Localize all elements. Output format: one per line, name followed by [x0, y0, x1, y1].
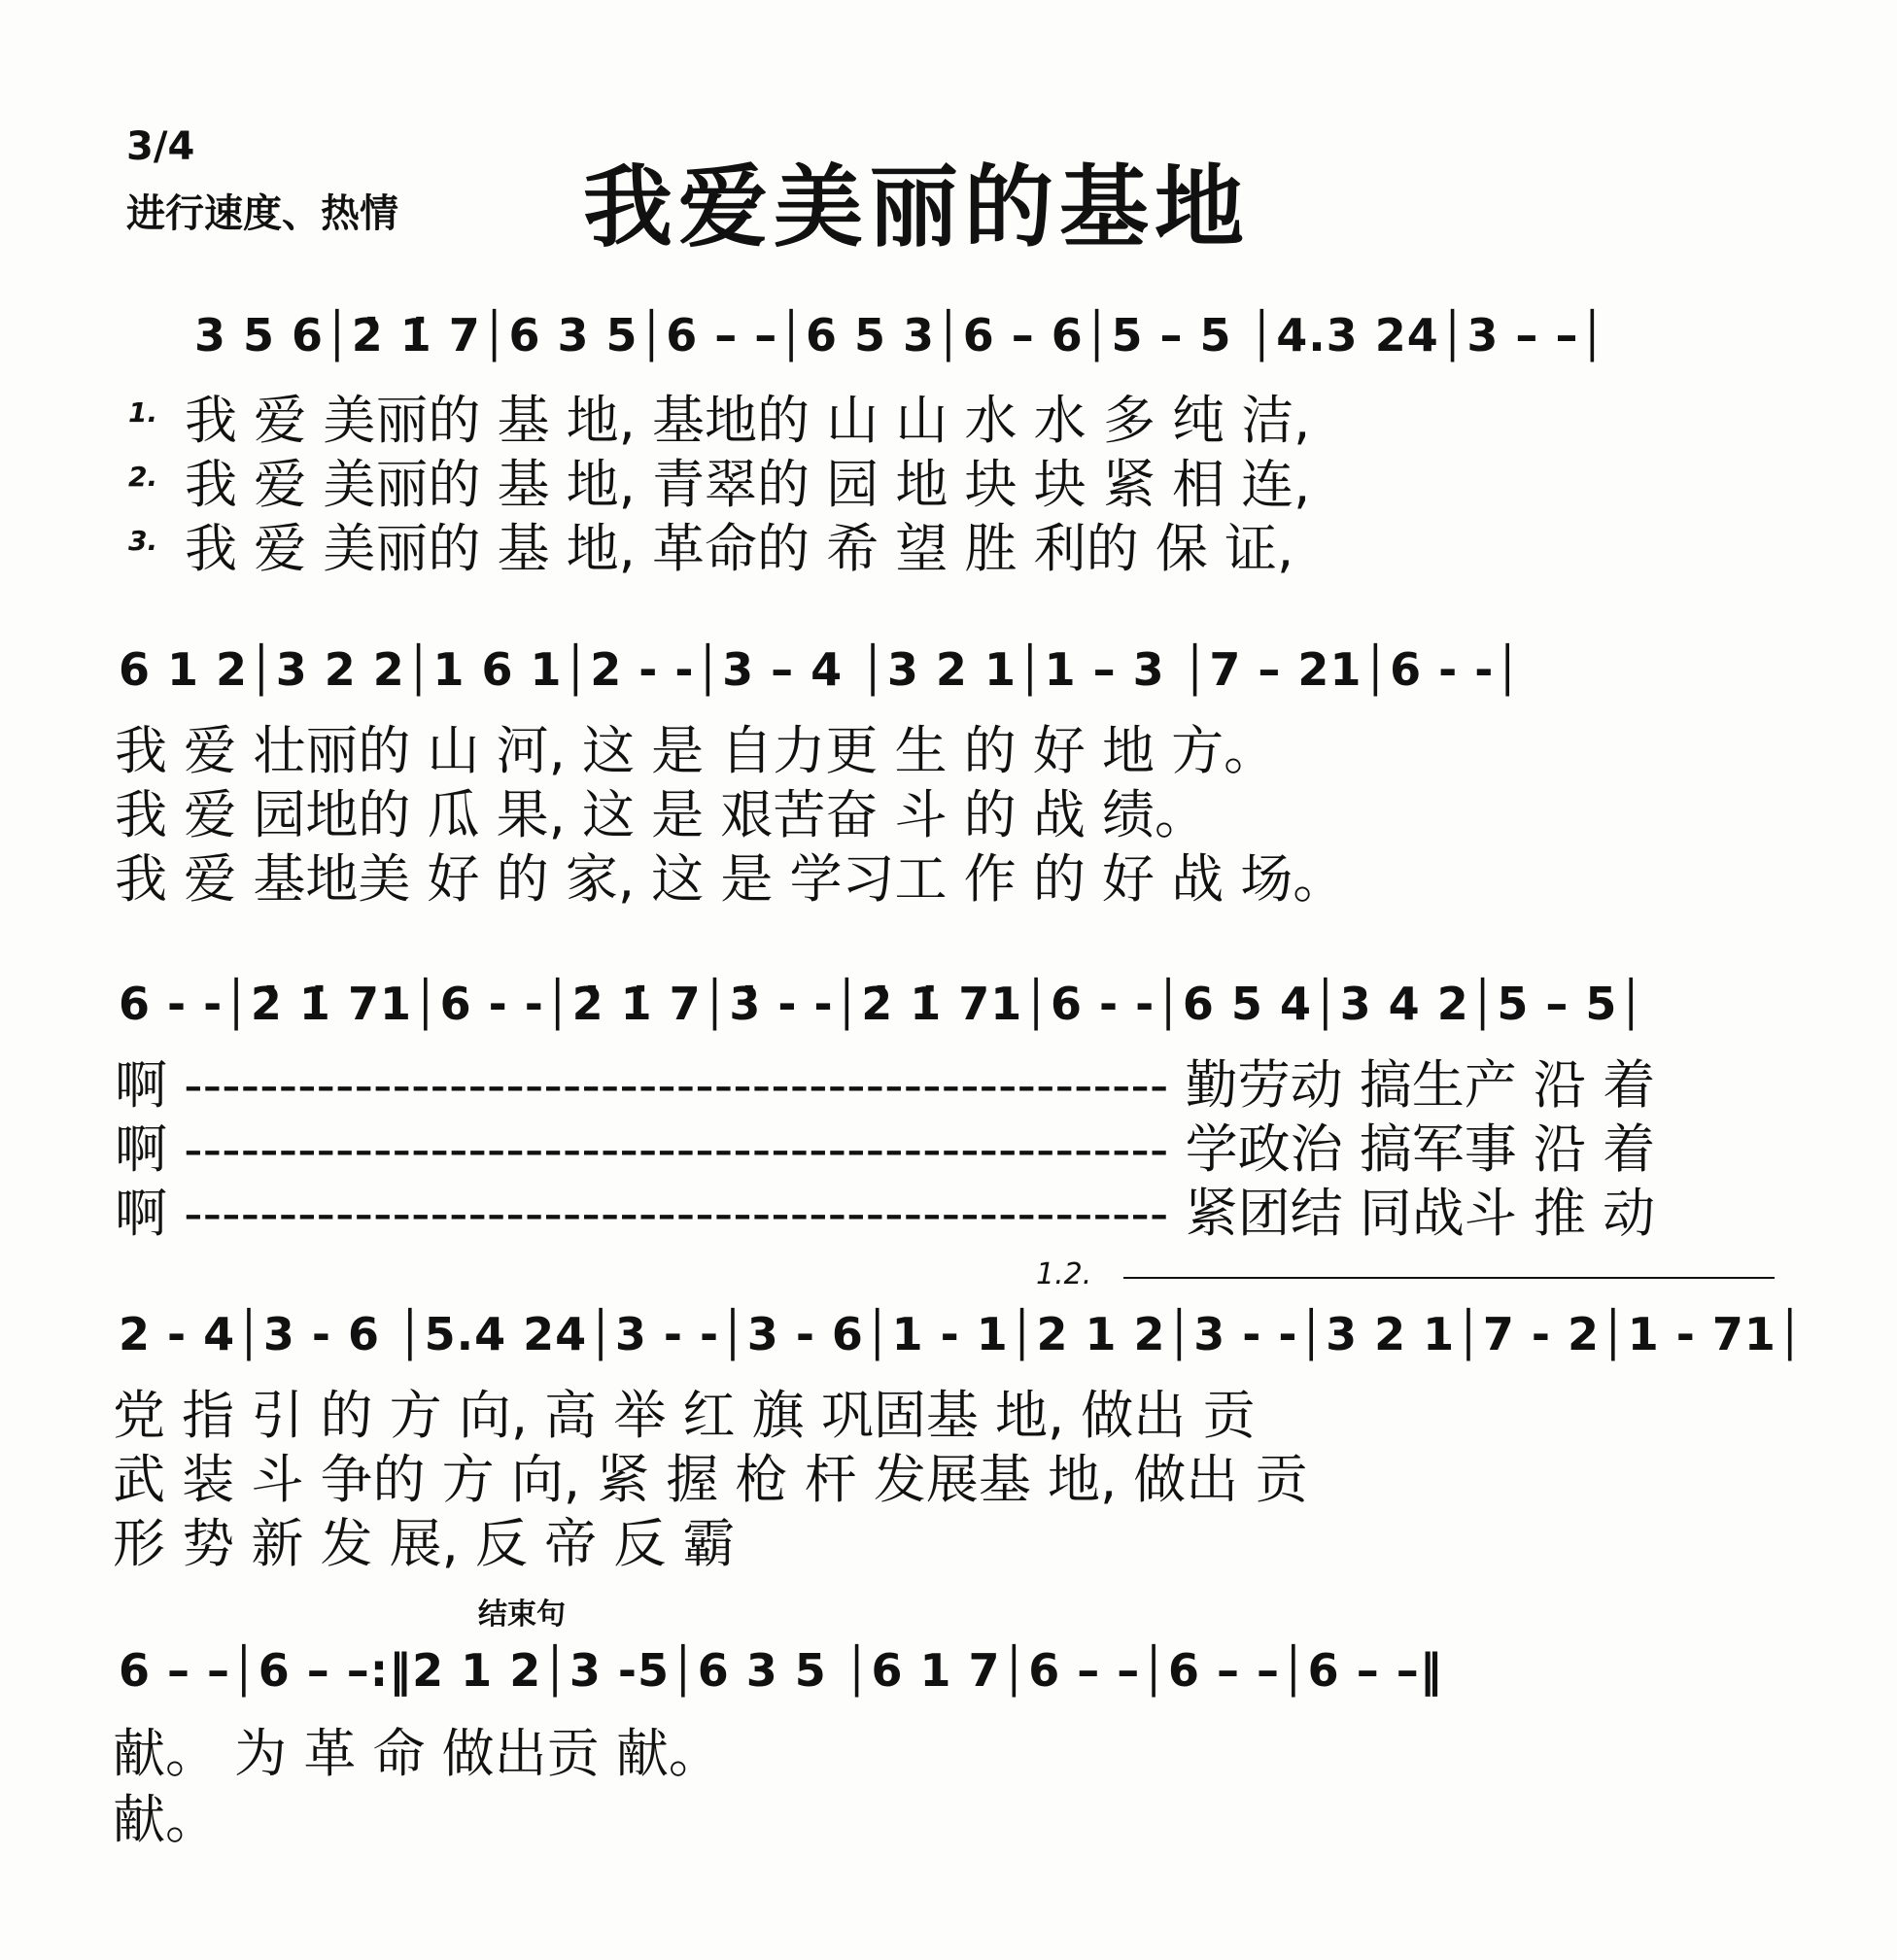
time-signature: 3/4	[126, 124, 195, 169]
lyric-line: 我 爱 美丽的 基 地, 青翠的 园 地 块 块 紧 相 连,	[185, 454, 1311, 515]
lyric-line: 献。 为 革 命 做出贡 献。	[113, 1723, 721, 1784]
verse-number: 2.	[128, 461, 158, 493]
volta-label: 1.2.	[1036, 1257, 1092, 1291]
notes-line: 3 5 6│2̇ 1̇ 7│6 3 5│6 – –│6 5 3│6 – 6│5 – 5 │4.3 24│3 – –│	[194, 309, 1607, 361]
lyric-line: 啊 ---------------------------------------------------- 勤劳动 搞生产 沿 着	[115, 1054, 1656, 1116]
lyric-line: 啊 ---------------------------------------------------- 学政治 搞军事 沿 着	[115, 1118, 1656, 1180]
notes-line: 6 – –│6 – –:‖2 1 2│3 -5│6 3 5 │6 1 7│6 – –│6 – –│6 – –‖	[119, 1644, 1443, 1697]
song-title: 我爱美丽的基地	[583, 155, 1251, 259]
tempo-marking: 进行速度、热情	[126, 191, 398, 236]
lyric-line: 我 爱 园地的 瓜 果, 这 是 艰苦奋 斗 的 战 绩。	[115, 784, 1207, 845]
lyric-line: 献。	[113, 1789, 218, 1850]
lyric-line: 党 指 引 的 方 向, 高 举 红 旗 巩固基 地, 做出 贡	[113, 1385, 1256, 1446]
notes-line: 6 - -│2̇ 1̇ 71│6 - -│2̇ 1̇ 7│3̇ - -│2̇ 1̇ 71│6 - -│6 5 4│3 4 2│5 – 5│	[119, 978, 1646, 1030]
lyric-line: 我 爱 美丽的 基 地, 基地的 山 山 水 水 多 纯 洁,	[185, 390, 1311, 451]
notes-line: 2 - 4│3 - 6 │5.4 24│3 - -│3 - 6│1 - 1│2 1 2│3 - -│3 2 1│7 - 2│1 - 71│	[119, 1308, 1805, 1360]
verse-number: 3.	[128, 525, 158, 557]
lyric-line: 我 爱 壮丽的 山 河, 这 是 自力更 生 的 好 地 方。	[115, 720, 1277, 781]
lyric-line: 武 装 斗 争的 方 向, 紧 握 枪 杆 发展基 地, 做出 贡	[113, 1449, 1308, 1510]
ending-label: 结束句	[478, 1598, 566, 1632]
lyric-line: 形 势 新 发 展, 反 帝 反 霸	[113, 1513, 736, 1574]
verse-number: 1.	[128, 396, 158, 429]
lyric-line: 我 爱 美丽的 基 地, 革命的 希 望 胜 利的 保 证,	[185, 518, 1294, 579]
lyric-line: 啊 ---------------------------------------------------- 紧团结 同战斗 推 动	[115, 1183, 1656, 1244]
volta-bracket	[1123, 1277, 1775, 1279]
notes-line: 6 1 2│3 2 2│1 6 1│2 - -│3 – 4 │3 2 1│1 – 3 │7 – 21│6 - -│	[119, 643, 1523, 696]
lyric-line: 我 爱 基地美 好 的 家, 这 是 学习工 作 的 好 战 场。	[115, 848, 1346, 910]
